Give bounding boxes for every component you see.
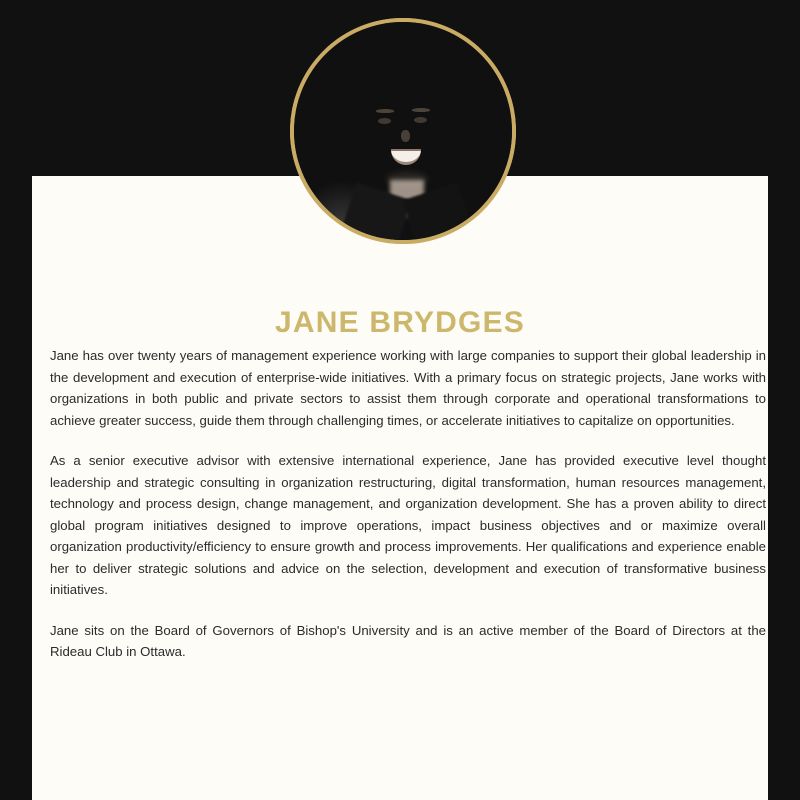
brow-right [412, 108, 430, 112]
nose [401, 130, 410, 142]
bio-paragraph: Jane has over twenty years of management experience working with large companies to support their global leadership in the development and execution of enterprise-wide initiatives. With a primary focus on strategic projects, Jane works with organizations in both public and private sectors to assist them through corporate and operational transformations to achieve greater success, guide them through challenging times, or accelerate initiatives to capitalize on opportunities. [50, 348, 766, 428]
brow-left [376, 109, 394, 113]
biography-text [50, 345, 766, 663]
avatar-ring [290, 18, 516, 244]
eye-right [414, 117, 427, 123]
bio-paragraph: Jane sits on the Board of Governors of Bishop's University and is an active member of the Board of Directors at the Rideau Club in Ottawa. [50, 622, 766, 659]
bio-paragraph: As a senior executive advisor with extensive international experience, Jane has provided executive level thought leadership and strategic consulting in organization restructuring, digital transformation, human resources management, technology and process design, change management, and organization development. She has a proven ability to direct global program initiatives designed to improve operations, impact business objectives and or maximize overall organization productivity/efficiency to ensure growth and process improvements. Her qualifications and experience enable her to deliver strategic solutions and advice on the selection, development and execution of transformative business initiatives. [50, 453, 766, 597]
smile [391, 149, 421, 165]
page-title: JANE BRYDGES [274, 306, 525, 340]
avatar [290, 18, 516, 244]
eye-left [378, 118, 391, 124]
portrait-features [294, 22, 512, 240]
